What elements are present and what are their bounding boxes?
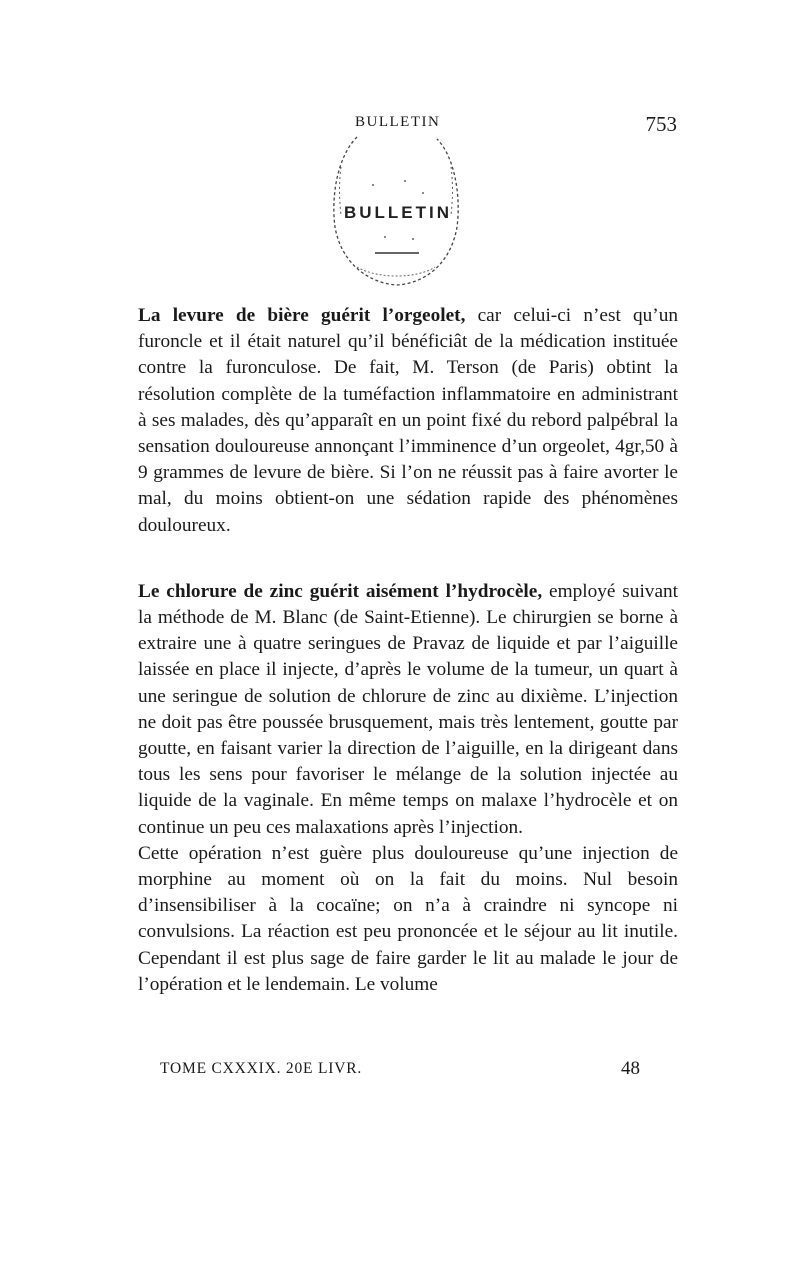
- paragraph-text: employé suivant la méthode de M. Blanc (de Saint-Etienne). Le chirurgien se borne à extraire une à quatre seringues de Pravaz de liquide et par l’aiguille laissée en place il injecte, d’après le volume de la tumeur, un quart à une seringue de solution de chlorure de zinc au dixième. L’injection ne doit pas être poussée brusquement, mais très lentement, goutte par goutte, en faisant varier la direction de l’aiguille, en la dirigeant dans tous les sens pour favoriser le mélange de la solution injectée au liquide de la vaginale. En même temps on malaxe l’hydrocèle et on continue un peu ces malaxations après l’injection.: [138, 580, 679, 838]
- body-text: [138, 303, 678, 998]
- page-footer: [160, 1060, 640, 1078]
- paragraph-orgeolet: [138, 303, 678, 539]
- paragraph-text: Cette opération n’est guère plus douloureuse qu’une injection de morphine au moment où on la fait du moins. Nul besoin d’insensibiliser à la cocaïne; on n’a à craindre ni syncope ni convulsions. La réaction est peu prononcée et le séjour au lit inutile. Cependant il est plus sage de faire garder le lit au malade le jour de l’opération et le lendemain. Le volume: [138, 842, 678, 995]
- paragraph-text: car celui-ci n’est qu’un furoncle et il était naturel qu’il bénéficiât de la médication instituée contre la furonculose. De fait, M. Terson (de Paris) obtint la résolution complète de la tuméfaction inflammatoire en administrant à ses malades, dès qu’apparaît en un point fixé du rebord palpébral la sensation douloureuse annonçant l’imminence d’un orgeolet, 4gr,50 à 9 grammes de levure de bière. Si l’on ne réussit pas à faire avorter le mal, du moins obtient-on une sédation rapide des phénomènes douloureux.: [138, 305, 678, 536]
- paragraph-lead: Le chlorure de zinc guérit aisément l’hydrocèle,: [138, 580, 543, 602]
- running-head: BULLETIN: [355, 114, 441, 130]
- signature-mark: TOME CXXXIX. 20E LIVR.: [160, 1060, 363, 1077]
- signature-number: 48: [621, 1058, 640, 1079]
- stamp-label: BULLETIN: [343, 203, 453, 222]
- page-number: 753: [645, 112, 677, 136]
- paragraph-hydrocele: [138, 579, 678, 841]
- paragraph-lead: La levure de bière guérit l’orgeolet,: [138, 305, 466, 326]
- paragraph-operation: [138, 841, 678, 998]
